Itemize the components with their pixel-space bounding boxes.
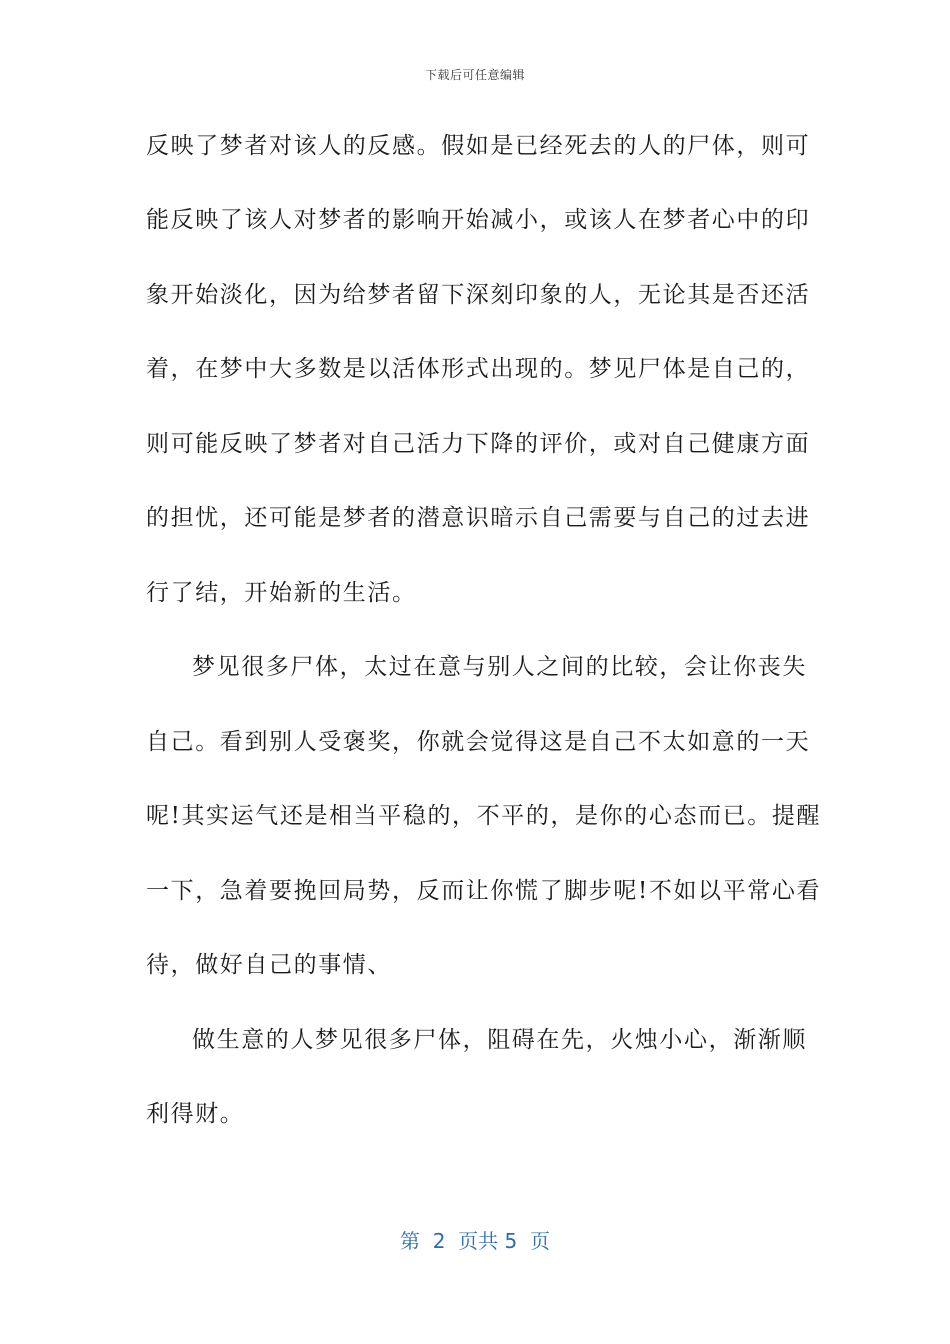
body-line: 象开始淡化，因为给梦者留下深刻印象的人，无论其是否还活	[146, 282, 811, 308]
body-line: 自己。看到别人受褒奖，你就会觉得这是自己不太如意的一天	[146, 729, 811, 755]
body-line: 呢!其实运气还是相当平稳的，不平的，是你的心态而已。提醒	[146, 803, 822, 829]
body-line: 则可能反映了梦者对自己活力下降的评价，或对自己健康方面	[146, 431, 811, 457]
body-line: 反映了梦者对该人的反感。假如是已经死去的人的尸体，则可	[146, 133, 811, 159]
paragraph-first-line: 梦见很多尸体，太过在意与别人之间的比较，会让你丧失	[192, 654, 807, 680]
body-line: 的担忧，还可能是梦者的潜意识暗示自己需要与自己的过去进	[146, 505, 811, 531]
body-line: 一下，急着要挽回局势，反而让你慌了脚步呢!不如以平常心看	[146, 878, 822, 904]
page-number-footer: 第 2 页共 5 页	[400, 1229, 550, 1253]
body-line: 待，做好自己的事情、	[146, 952, 392, 978]
body-line: 行了结，开始新的生活。	[146, 580, 417, 606]
page-header: 下载后可任意编辑	[424, 68, 525, 82]
body-line: 能反映了该人对梦者的影响开始减小，或该人在梦者心中的印	[146, 207, 811, 233]
body-line: 着，在梦中大多数是以活体形式出现的。梦见尸体是自己的，	[146, 356, 811, 382]
body-line: 利得财。	[146, 1101, 245, 1127]
paragraph-first-line: 做生意的人梦见很多尸体，阻碍在先，火烛小心，渐渐顺	[192, 1027, 807, 1053]
